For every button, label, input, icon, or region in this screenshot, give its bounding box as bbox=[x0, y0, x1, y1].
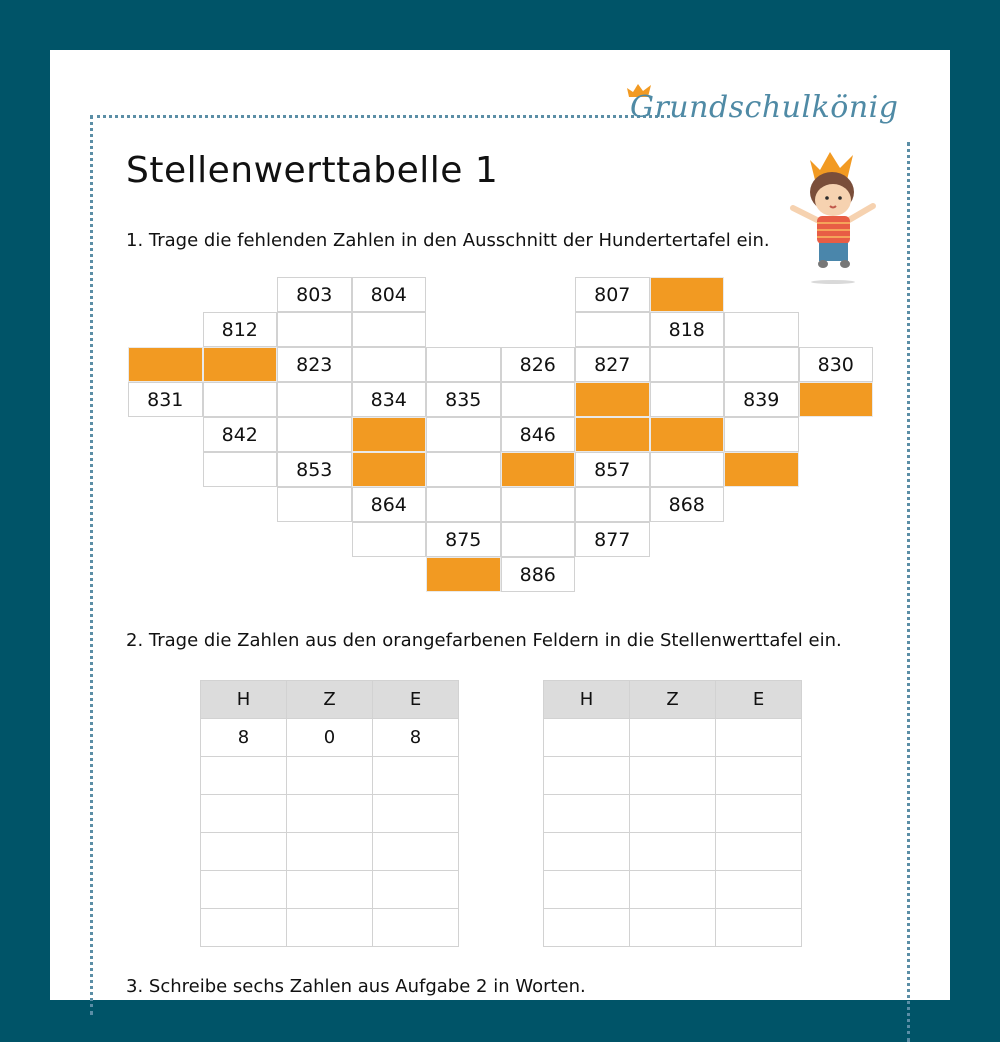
place-value-cell[interactable] bbox=[373, 871, 459, 909]
board-cell-given: 807 bbox=[575, 277, 650, 312]
table-row bbox=[544, 757, 802, 795]
table-row bbox=[201, 871, 459, 909]
mascot-boy-icon bbox=[785, 140, 885, 290]
table-row bbox=[201, 719, 459, 757]
board-cell-empty[interactable] bbox=[501, 487, 576, 522]
place-value-cell[interactable] bbox=[287, 909, 373, 947]
place-value-cell[interactable] bbox=[544, 833, 630, 871]
board-cell-given: 875 bbox=[426, 522, 501, 557]
place-value-cell[interactable] bbox=[630, 757, 716, 795]
board-cell-given: 827 bbox=[575, 347, 650, 382]
board-cell-given: 830 bbox=[799, 347, 874, 382]
dotted-border-left bbox=[90, 115, 93, 1015]
task-1-instruction: 1. Trage die fehlenden Zahlen in den Ausschnitt der Hundertertafel ein. bbox=[126, 230, 770, 251]
orange-cell[interactable] bbox=[650, 277, 725, 312]
table-row bbox=[201, 909, 459, 947]
place-value-cell: 0 bbox=[287, 719, 373, 757]
dotted-border-right bbox=[907, 142, 910, 1042]
table-row bbox=[544, 909, 802, 947]
dotted-border-top bbox=[90, 115, 670, 118]
orange-cell[interactable] bbox=[352, 417, 427, 452]
place-value-cell[interactable] bbox=[201, 871, 287, 909]
board-cell-empty[interactable] bbox=[501, 522, 576, 557]
board-cell-given: 839 bbox=[724, 382, 799, 417]
table-row bbox=[544, 719, 802, 757]
board-cell-empty[interactable] bbox=[277, 487, 352, 522]
place-value-cell[interactable] bbox=[373, 795, 459, 833]
place-value-cell[interactable] bbox=[716, 833, 802, 871]
orange-cell[interactable] bbox=[128, 347, 203, 382]
page-title: Stellenwerttabelle 1 bbox=[126, 150, 499, 191]
column-header-h: H bbox=[201, 681, 287, 719]
place-value-cell[interactable] bbox=[287, 757, 373, 795]
board-cell-empty[interactable] bbox=[426, 487, 501, 522]
board-cell-given: 842 bbox=[203, 417, 278, 452]
board-cell-empty[interactable] bbox=[426, 452, 501, 487]
board-cell-given: 826 bbox=[501, 347, 576, 382]
board-cell-given: 877 bbox=[575, 522, 650, 557]
column-header-z: Z bbox=[287, 681, 373, 719]
place-value-cell[interactable] bbox=[373, 757, 459, 795]
place-value-cell[interactable] bbox=[716, 719, 802, 757]
place-value-cell[interactable] bbox=[373, 909, 459, 947]
board-cell-empty[interactable] bbox=[426, 347, 501, 382]
board-cell-given: 818 bbox=[650, 312, 725, 347]
place-value-cell[interactable] bbox=[630, 795, 716, 833]
board-cell-empty[interactable] bbox=[575, 487, 650, 522]
orange-cell[interactable] bbox=[724, 452, 799, 487]
board-cell-empty[interactable] bbox=[650, 452, 725, 487]
place-value-cell[interactable] bbox=[544, 757, 630, 795]
board-cell-given: 846 bbox=[501, 417, 576, 452]
column-header-h: H bbox=[544, 681, 630, 719]
board-cell-empty[interactable] bbox=[277, 382, 352, 417]
table-row bbox=[544, 833, 802, 871]
place-value-cell[interactable] bbox=[630, 719, 716, 757]
table-row bbox=[544, 871, 802, 909]
worksheet-page bbox=[50, 50, 950, 1000]
board-cell-given: 803 bbox=[277, 277, 352, 312]
hundred-board-excerpt bbox=[128, 277, 874, 593]
orange-cell[interactable] bbox=[799, 382, 874, 417]
board-cell-empty[interactable] bbox=[203, 452, 278, 487]
place-value-cell[interactable] bbox=[630, 909, 716, 947]
place-value-cell[interactable] bbox=[201, 833, 287, 871]
place-value-cell[interactable] bbox=[716, 795, 802, 833]
board-cell-given: 804 bbox=[352, 277, 427, 312]
place-value-cell[interactable] bbox=[716, 909, 802, 947]
board-cell-empty[interactable] bbox=[352, 522, 427, 557]
board-cell-empty[interactable] bbox=[203, 382, 278, 417]
place-value-table-right bbox=[543, 680, 802, 947]
board-cell-given: 835 bbox=[426, 382, 501, 417]
board-cell-empty[interactable] bbox=[352, 347, 427, 382]
place-value-cell[interactable] bbox=[201, 757, 287, 795]
place-value-cell[interactable] bbox=[287, 871, 373, 909]
place-value-cell[interactable] bbox=[716, 757, 802, 795]
place-value-cell[interactable] bbox=[287, 795, 373, 833]
board-cell-empty[interactable] bbox=[724, 347, 799, 382]
board-cell-given: 864 bbox=[352, 487, 427, 522]
place-value-cell: 8 bbox=[373, 719, 459, 757]
board-cell-empty[interactable] bbox=[724, 312, 799, 347]
orange-cell[interactable] bbox=[203, 347, 278, 382]
orange-cell[interactable] bbox=[352, 452, 427, 487]
orange-cell[interactable] bbox=[501, 452, 576, 487]
column-header-e: E bbox=[716, 681, 802, 719]
board-cell-given: 853 bbox=[277, 452, 352, 487]
place-value-cell[interactable] bbox=[716, 871, 802, 909]
board-cell-given: 831 bbox=[128, 382, 203, 417]
place-value-cell[interactable] bbox=[201, 909, 287, 947]
table-row bbox=[544, 795, 802, 833]
place-value-cell[interactable] bbox=[287, 833, 373, 871]
place-value-table-left bbox=[200, 680, 459, 947]
board-cell-given: 868 bbox=[650, 487, 725, 522]
board-cell-given: 812 bbox=[203, 312, 278, 347]
brand-logo: Grundschulkönig bbox=[630, 90, 899, 125]
column-header-z: Z bbox=[630, 681, 716, 719]
board-cell-given: 857 bbox=[575, 452, 650, 487]
place-value-cell[interactable] bbox=[544, 909, 630, 947]
board-cell-empty[interactable] bbox=[277, 417, 352, 452]
board-cell-given: 823 bbox=[277, 347, 352, 382]
table-row bbox=[201, 757, 459, 795]
board-cell-empty[interactable] bbox=[650, 347, 725, 382]
orange-cell[interactable] bbox=[575, 382, 650, 417]
place-value-cell[interactable] bbox=[630, 833, 716, 871]
orange-cell[interactable] bbox=[650, 417, 725, 452]
board-cell-empty[interactable] bbox=[277, 312, 352, 347]
place-value-cell[interactable] bbox=[630, 871, 716, 909]
place-value-cell[interactable] bbox=[201, 795, 287, 833]
task-2-instruction: 2. Trage die Zahlen aus den orangefarbenen Feldern in die Stellenwerttafel ein. bbox=[126, 630, 842, 651]
board-cell-given: 886 bbox=[501, 557, 576, 592]
board-cell-empty[interactable] bbox=[501, 382, 576, 417]
task-3-instruction: 3. Schreibe sechs Zahlen aus Aufgabe 2 in Worten. bbox=[126, 976, 586, 997]
table-row bbox=[201, 795, 459, 833]
board-cell-empty[interactable] bbox=[724, 417, 799, 452]
board-cell-empty[interactable] bbox=[352, 312, 427, 347]
place-value-cell[interactable] bbox=[544, 871, 630, 909]
table-row bbox=[201, 833, 459, 871]
place-value-cell[interactable] bbox=[544, 795, 630, 833]
board-cell-empty[interactable] bbox=[575, 312, 650, 347]
place-value-cell[interactable] bbox=[373, 833, 459, 871]
board-cell-empty[interactable] bbox=[650, 382, 725, 417]
board-cell-given: 834 bbox=[352, 382, 427, 417]
place-value-cell: 8 bbox=[201, 719, 287, 757]
board-cell-empty[interactable] bbox=[426, 417, 501, 452]
orange-cell[interactable] bbox=[575, 417, 650, 452]
place-value-cell[interactable] bbox=[544, 719, 630, 757]
orange-cell[interactable] bbox=[426, 557, 501, 592]
column-header-e: E bbox=[373, 681, 459, 719]
